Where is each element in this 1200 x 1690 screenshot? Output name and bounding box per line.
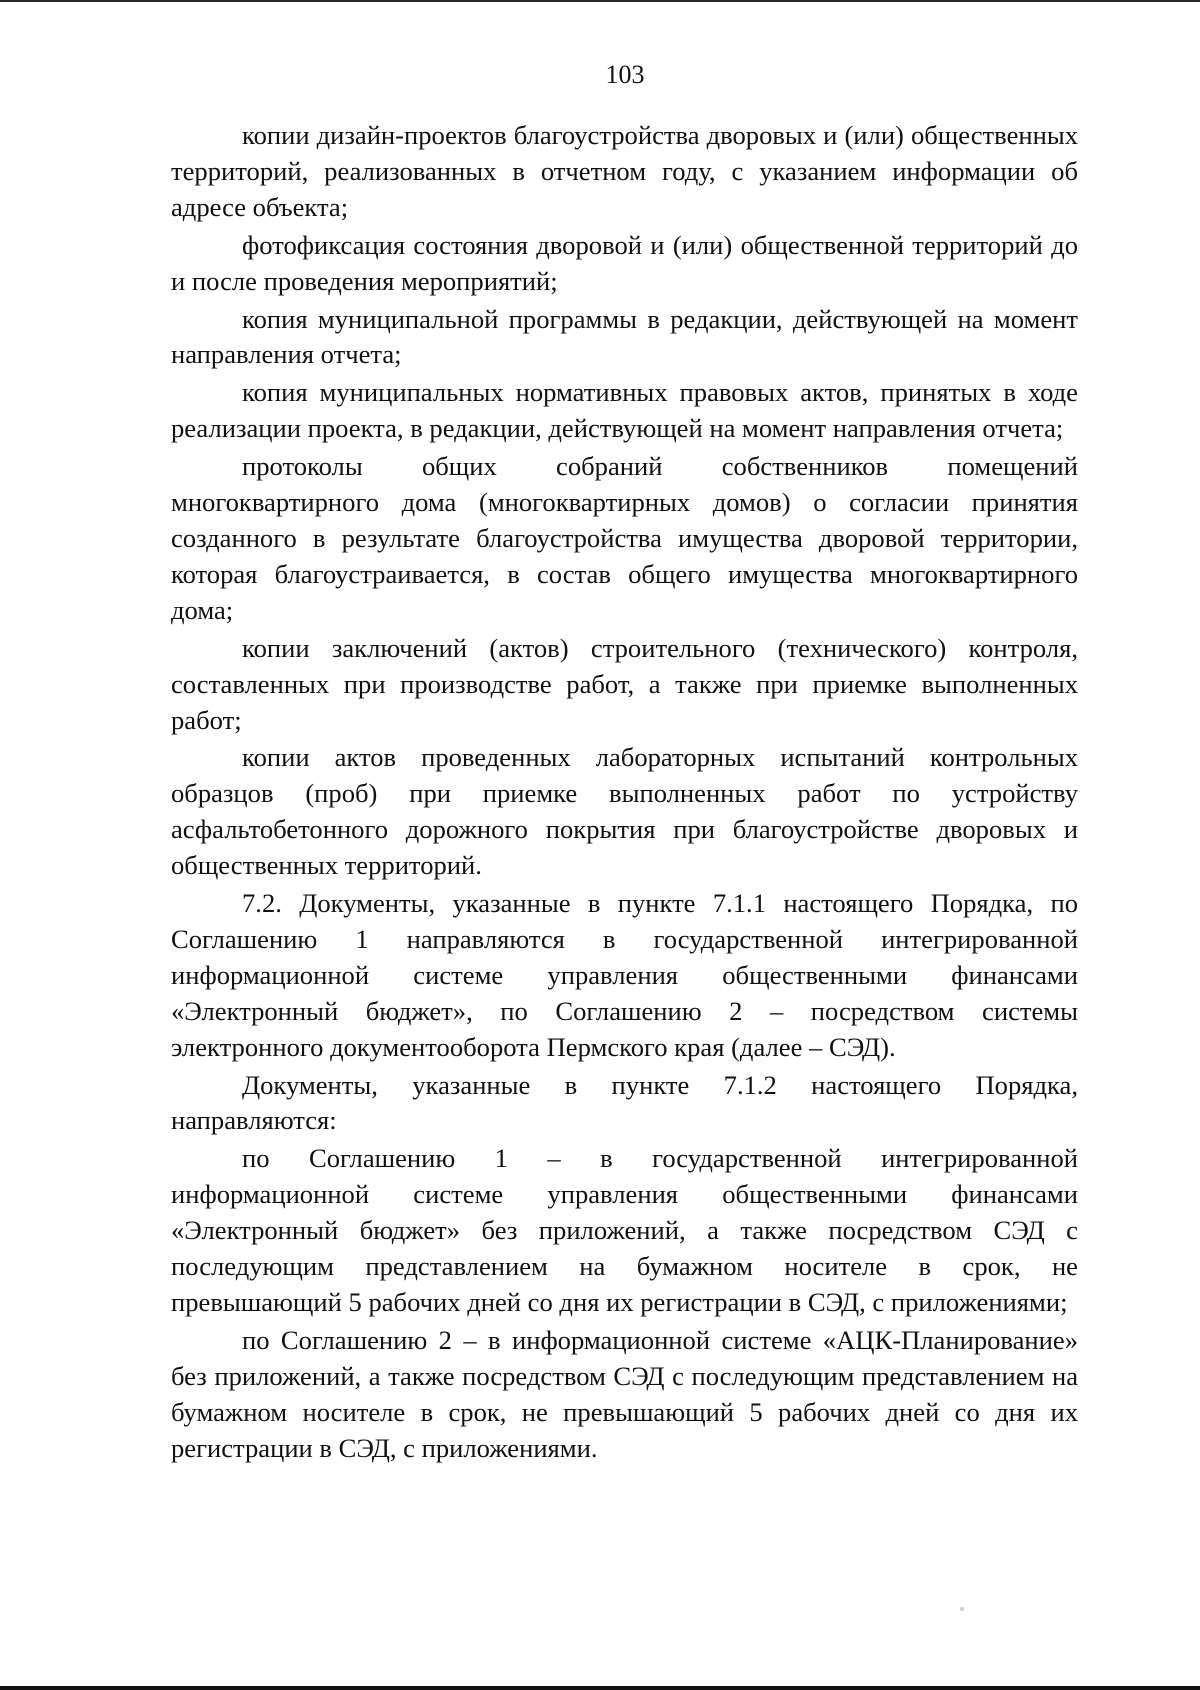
- scan-top-edge: [0, 0, 1200, 2]
- paragraph-photo-fixation: фотофиксация состояния дворовой и (или) общественной территорий до и после проведения мероприятий;: [171, 229, 1078, 296]
- scan-speck: [960, 1607, 964, 1611]
- paragraph-control-conclusions: копии заключений (актов) строительного (технического) контроля, составленных при производстве работ, а также при приемке выполненных работ;: [171, 632, 1078, 735]
- document-body: [171, 118, 1078, 1469]
- paragraph-agreement-1: по Соглашению 1 – в государственной интегрированной информационной системе управления общественными финансами «Электронный бюджет» без приложений, а также посредством СЭД с последующим представлением на бумажном носителе в срок, не превышающий 5 рабочих дней со дня их регистрации в СЭД, с приложениями;: [171, 1143, 1078, 1317]
- paragraph-municipal-acts-copy: копия муниципальных нормативных правовых актов, принятых в ходе реализации проекта, в редакции, действующей на момент направления отчета;: [171, 377, 1078, 444]
- paragraph-lab-test-acts: копии актов проведенных лабораторных испытаний контрольных образцов (проб) при приемке выполненных работ по устройству асфальтобетонного дорожного покрытия при благоустройстве дворовых и общественных территорий.: [171, 742, 1078, 881]
- paragraph-documents-7-1-2: Документы, указанные в пункте 7.1.2 настоящего Порядка, направляются:: [171, 1069, 1078, 1136]
- page-number: 103: [605, 60, 645, 89]
- paragraph-agreement-2: по Соглашению 2 – в информационной системе «АЦК-Планирование» без приложений, а также посредством СЭД с последующим представлением на бумажном носителе в срок, не превышающий 5 рабочих дней со дня их регистрации в СЭД, с приложениями.: [171, 1324, 1078, 1463]
- paragraph-owners-meeting-protocols: протоколы общих собраний собственников помещений многоквартирного дома (многоквартирных домов) о согласии принятия созданного в результате благоустройства имущества дворовой территории, которая благоустраивается, в состав общего имущества многоквартирного дома;: [171, 451, 1078, 625]
- scan-bottom-edge: [0, 1686, 1200, 1690]
- paragraph-design-project-copies: копии дизайн-проектов благоустройства дворовых и (или) общественных территорий, реализованных в отчетном году, с указанием информации об адресе объекта;: [171, 120, 1078, 222]
- paragraph-municipal-program-copy: копия муниципальной программы в редакции, действующей на момент направления отчета;: [171, 303, 1078, 370]
- paragraph-section-7-2: 7.2. Документы, указанные в пункте 7.1.1 настоящего Порядка, по Соглашению 1 направляются в государственной интегрированной информационной системе управления общественными финансами «Электронный бюджет», по Соглашению 2 – посредством системы электронного документооборота Пермского края (далее – СЭД).: [171, 888, 1078, 1062]
